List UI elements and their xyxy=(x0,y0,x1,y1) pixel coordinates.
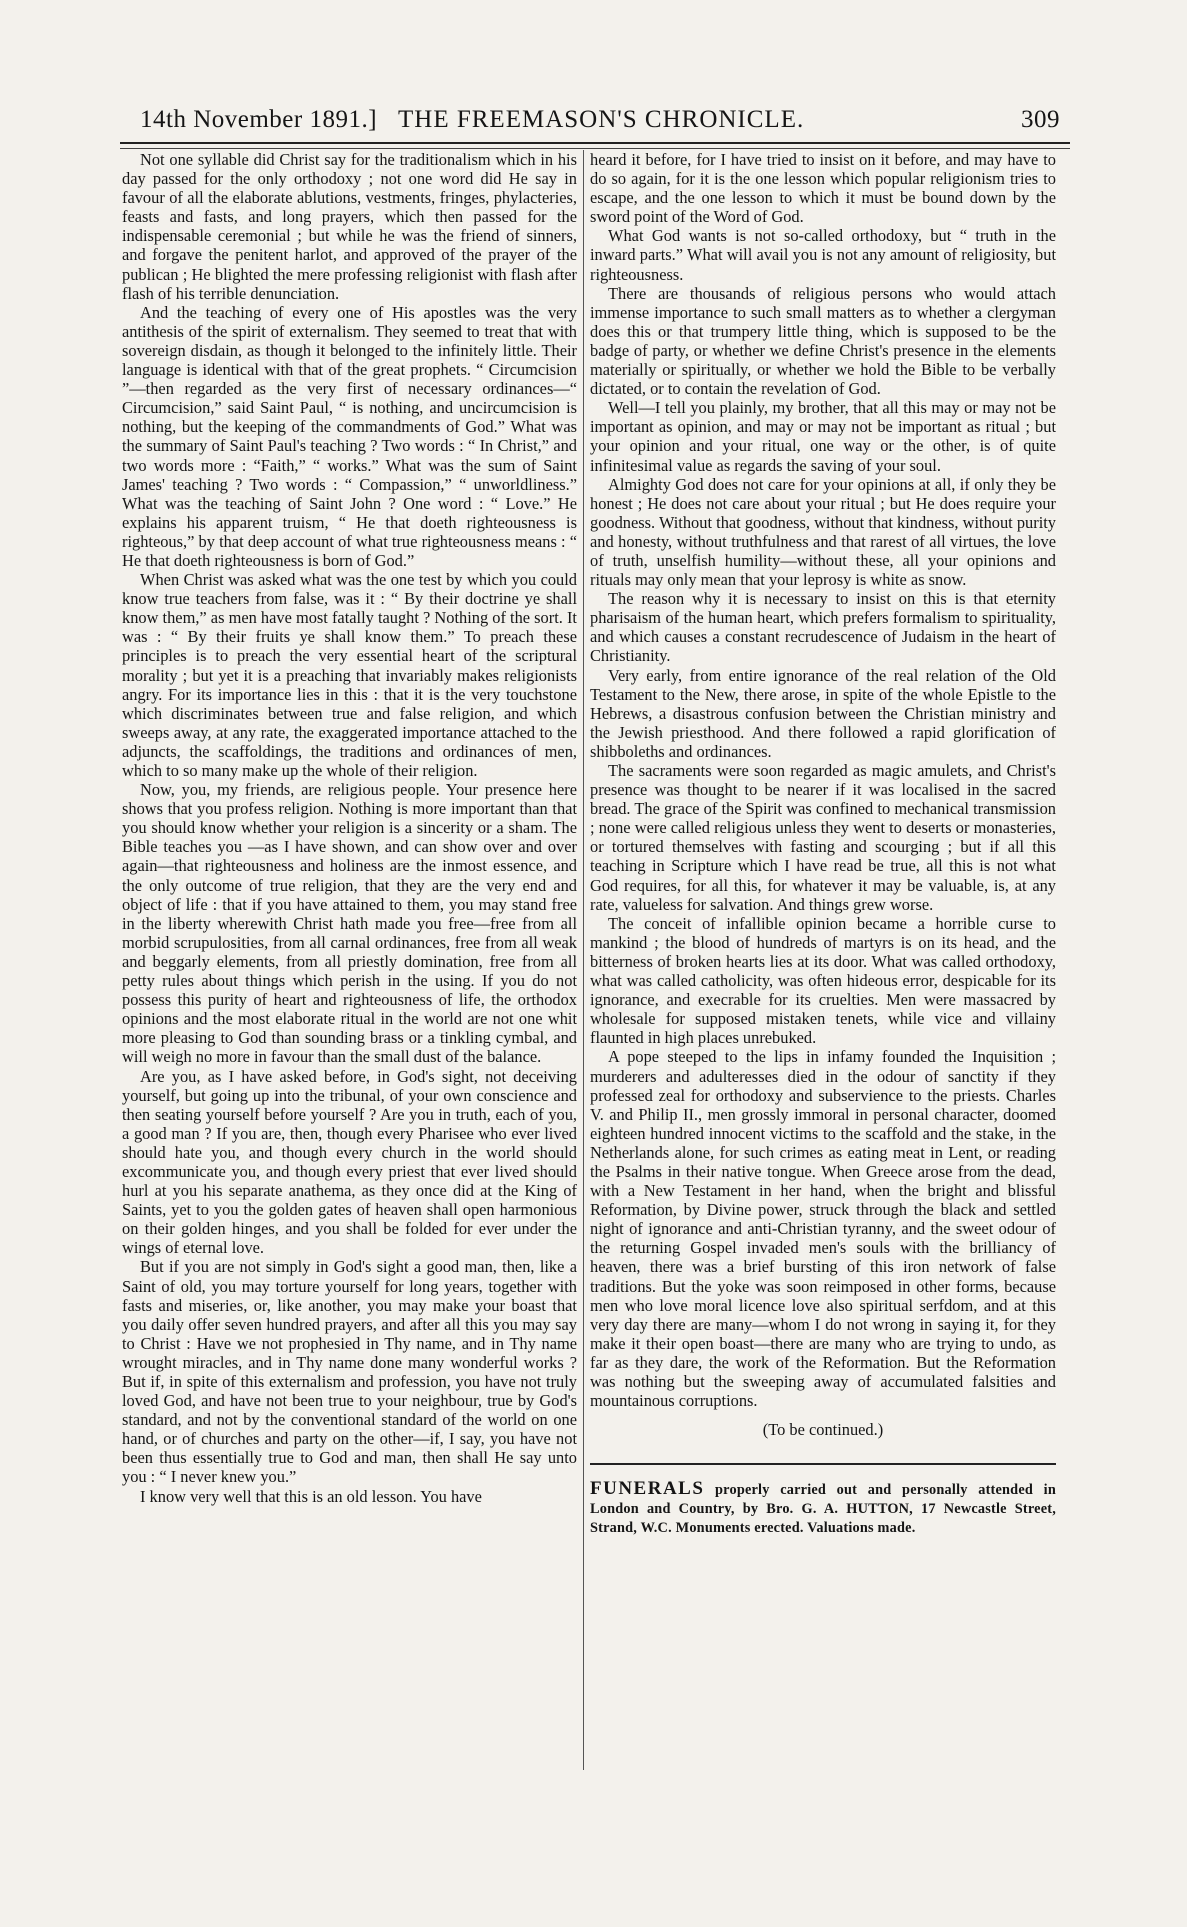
issue-date: 14th November 1891.] xyxy=(140,106,378,133)
paragraph: And the teaching of every one of His apostles was the very antithesis of the spirit of externalism. They seemed to treat that with sovereign disdain, as though it belonged to the infinitely little. Their language is identical with that of the great prophets. “ Circumcision ”—then regarded as the very first of necessary ordinances—“ Circumcision,” said Saint Paul, “ is nothing, and uncircumcision is nothing, but the keeping of the commandments of God.” What was the summary of Saint Paul's teaching ? Two words : “ In Christ,” and two words more : “Faith,” “ works.” What was the sum of Saint James' teaching ? Two words : “ Compassion,” “ unworldliness.” What was the teaching of Saint John ? One word : “ Love.” He explains his apparent truism, “ He that doeth righteousness is righteous,” by that deep account of what true righteousness means : “ He that doeth righteousness is born of God.” xyxy=(122,302,577,570)
running-head xyxy=(140,102,1060,142)
paragraph: But if you are not simply in God's sight a good man, then, like a Saint of old, you may torture yourself for long years, together with fasts and miseries, or, like another, you may make your boast that you daily offer seven hundred prayers, and after all this you may say to Christ : Have we not prophesied in Thy name, and in Thy name wrought miracles, and in Thy name done many wonderful works ? But if, in spite of this externalism and profession, you have not truly loved God, and have not been true to your neighbour, true by God's standard, and not by the conventional standard of the world on one hand, or of churches and party on the other—if, I say, you have not been thus essentially true to God and man, then shall He say unto you : “ I never knew you.” xyxy=(122,1257,577,1487)
paragraph: When Christ was asked what was the one test by which you could know true teachers from false, was it : “ By their doctrine ye shall know them,” as men have most fatally taught ? Nothing of the sort. It was : “ By their fruits ye shall know them.” To preach these principles is to preach the very essential heart of the scriptural morality ; but yet it is a preaching that invariably makes religionists angry. For its importance lies in this : that it is the very touchstone which discriminates between true and false religion, and which sweeps away, at any rate, the exaggerated importance attached to the adjuncts, the scaffoldings, the traditions and ordinances of men, which to so many make up the whole of their religion. xyxy=(122,570,577,780)
header-rule xyxy=(120,142,1070,144)
paragraph: Almighty God does not care for your opinions at all, if only they be honest ; He does not care about your ritual ; but He does require your goodness. Without that goodness, without that kindness, without purity and honesty, without truthfulness and that rarest of all virtues, the love of truth, unselfish humility—without these, all your opinions and rituals may only mean that your leprosy is white as snow. xyxy=(590,474,1056,590)
paragraph: Very early, from entire ignorance of the real relation of the Old Testament to the New, there arose, in spite of the whole Epistle to the Hebrews, a disastrous confusion between the Christian ministry and the Jewish priesthood. And there followed a rapid glorification of shibboleths and ordinances. xyxy=(590,665,1056,761)
paragraph: The conceit of infallible opinion became a horrible curse to mankind ; the blood of hundreds of martyrs is on its head, and the bitterness of broken hearts lies at its door. What was called orthodoxy, what was called catholicity, was often hideous error, despicable for its ignorance, and execrable for its cruelties. Men were massacred by wholesale for supposed mistaken tenets, while vice and villainy flaunted in high places unrebuked. xyxy=(590,913,1056,1048)
paragraph: The reason why it is necessary to insist on this is that eternity pharisaism of the human heart, which prefers formalism to spirituality, and which causes a constant recrudescence of Judaism in the heart of Christianity. xyxy=(590,589,1056,666)
paragraph: The sacraments were soon regarded as magic amulets, and Christ's presence was thought to be nearer if it was localised in the sacred bread. The grace of the Spirit was confined to mechanical transmission ; none were called religious unless they went to deserts or monasteries, or tortured themselves with fasting and scourging ; but if all this teaching in Scripture which I have read be true, all this is not what God requires, for all this, for whatever it may be valuable, is, at any rate, valueless for salvation. And things grew worse. xyxy=(590,761,1056,914)
right-column xyxy=(590,150,1056,1916)
column-divider xyxy=(583,150,584,1770)
continued-note: (To be continued.) xyxy=(762,1420,884,1440)
paragraph: Well—I tell you plainly, my brother, that all this may or may not be important as opinion, and may or may not be important as ritual ; but your opinion and your ritual, one way or the other, is of quite infinitesimal value as regards the saving of your soul. xyxy=(590,398,1056,475)
advertisement-rule xyxy=(590,1463,1056,1465)
paragraph: I know very well that this is an old lesson. You have xyxy=(140,1486,482,1506)
advertisement xyxy=(590,1479,1056,1538)
paragraph: Now, you, my friends, are religious people. Your presence here shows that you profess religion. Nothing is more important than that you should know whether your religion is a sincerity or a sham. The Bible teaches you —as I have shown, and can show over and over again—that righteousness and holiness are the inmost essence, and the only outcome of true religion, that they are the very end and object of life : that if you have attained to them, you may stand free in the liberty wherewith Christ hath made you free—free from all morbid scrupulosities, from all carnal ordinances, free from all weak and beggarly elements, from all priestly domination, free from all petty rules about things which perish in the using. If you do not possess this purity of heart and righteousness of life, the orthodox opinions and the most elaborate ritual in the world are not one whit more pleasing to God than sounding brass or a tinkling cymbal, and will weigh no more in favour than the small dust of the balance. xyxy=(122,780,577,1067)
paragraph: A pope steeped to the lips in infamy founded the Inquisition ; murderers and adulteresses died in the odour of sanctity if they professed zeal for orthodoxy and subservience to the priests. Charles V. and Philip II., men grossly immoral in personal character, doomed eighteen hundred innocent victims to the scaffold and the stake, in the Netherlands alone, for such crimes as eating meat in Lent, or reading the Psalms in their native tongue. When Greece arose from the dead, with a New Testament in her hand, when the bright and blissful Reformation, by Divine power, struck through the black and settled night of ignorance and anti-Christian tyranny, and the sweet odour of the returning Gospel invaded men's souls with the brilliancy of heaven, there was a brief bursting of this iron network of false traditions. But the yoke was soon reimposed in other forms, because men who love moral licence love also spiritual serfdom, and at this very day there are many—whom I do not wrong in saying it, for they make it their open boast—there are many who are trying to undo, as far as they dare, the work of the Reformation. But the Reformation was nothing but the sweeping away of accumulated falsities and mountainous corruptions. xyxy=(590,1047,1056,1411)
paragraph: Are you, as I have asked before, in God's sight, not deceiving yourself, but going up into the tribunal, of your own conscience and then seating yourself before yourself ? Are you in truth, each of you, a good man ? If you are, then, though every Pharisee who ever lived should hate you, and though every church in the world should excommunicate you, and though every priest that ever lived should hurl at you his separate anathema, as they once did at the King of Saints, yet to you the golden gates of heaven shall open harmonious on their golden hinges, and you shall be folded for ever under the wings of eternal love. xyxy=(122,1066,577,1258)
paragraph: There are thousands of religious persons who would attach immense importance to such small matters as to whether a clergyman does this or that trumpery little thing, which is supposed to be the badge of party, or whether we define Christ's presence in the elements materially or spiritually, or whether we hold the Bible to be verbally dictated, or to contain the revelation of God. xyxy=(590,283,1056,399)
advertisement-text: properly carried out and personally attended in London and Country, by Bro. G. A. HUTTON, 17 Newcastle Street, Strand, W.C. Monuments erected. Valuations made. xyxy=(590,1482,1056,1537)
paragraph: heard it before, for I have tried to insist on it before, and may have to do so again, for it is the one lesson which popular religionism tries to escape, and the one lesson to which it must be bound down by the sword point of the Word of God. xyxy=(590,150,1056,227)
advertisement-lead: FUNERALS xyxy=(590,1478,705,1500)
paragraph: Not one syllable did Christ say for the traditionalism which in his day passed for the only orthodoxy ; not one word did He say in favour of all the elaborate ablutions, vestments, fringes, phylacteries, feasts and fasts, and long prayers, which then passed for the indispensable ceremonial ; but while he was the friend of sinners, and forgave the penitent harlot, and approved of the prayer of the publican ; He blighted the mere professing religionist with flash after flash of his terrible denunciation. xyxy=(122,150,577,303)
paragraph: What God wants is not so-called orthodoxy, but “ truth in the inward parts.” What will avail you is not any amount of religiosity, but righteousness. xyxy=(590,226,1056,284)
publication-title: THE FREEMASON'S CHRONICLE. xyxy=(398,106,805,133)
left-column xyxy=(122,150,577,1916)
page-number: 309 xyxy=(1021,106,1060,133)
header-rule-thin xyxy=(120,148,1070,149)
